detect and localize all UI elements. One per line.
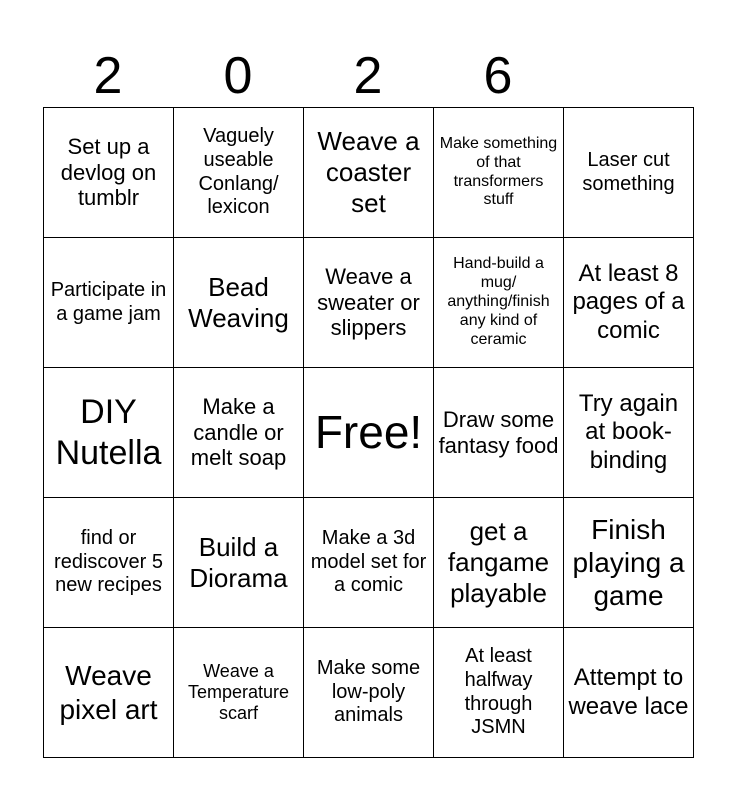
- bingo-cell[interactable]: Finish playing a game: [564, 498, 694, 628]
- bingo-cell[interactable]: Make a 3d model set for a comic: [304, 498, 434, 628]
- bingo-cell[interactable]: Vaguely useable Conlang/ lexicon: [174, 108, 304, 238]
- bingo-cell[interactable]: Make some low-poly animals: [304, 628, 434, 758]
- header-digit: 2: [353, 47, 383, 105]
- bingo-cell[interactable]: Attempt to weave lace: [564, 628, 694, 758]
- bingo-cell[interactable]: At least 8 pages of a comic: [564, 238, 694, 368]
- bingo-cell[interactable]: Make something of that transformers stuff: [434, 108, 564, 238]
- bingo-cell[interactable]: Build a Diorama: [174, 498, 304, 628]
- bingo-cell[interactable]: Bead Weaving: [174, 238, 304, 368]
- bingo-cell[interactable]: At least halfway through JSMN: [434, 628, 564, 758]
- bingo-cell[interactable]: Hand-build a mug/ anything/finish any kind of ceramic: [434, 238, 564, 368]
- bingo-cell[interactable]: Weave a coaster set: [304, 108, 434, 238]
- board-row: [44, 238, 694, 368]
- board-row: [44, 628, 694, 758]
- bingo-cell[interactable]: Try again at book-binding: [564, 368, 694, 498]
- bingo-cell[interactable]: get a fangame playable: [434, 498, 564, 628]
- free-cell[interactable]: Free!: [304, 368, 434, 498]
- bingo-cell[interactable]: Weave pixel art: [44, 628, 174, 758]
- bingo-cell[interactable]: Laser cut something: [564, 108, 694, 238]
- bingo-board: [43, 107, 694, 758]
- bingo-cell[interactable]: Weave a Temperature scarf: [174, 628, 304, 758]
- header-digit: 0: [223, 47, 253, 105]
- bingo-cell[interactable]: Make a candle or melt soap: [174, 368, 304, 498]
- header-digit: 6: [483, 47, 513, 105]
- header-digit: 2: [93, 47, 123, 105]
- bingo-header: [43, 44, 693, 108]
- bingo-cell[interactable]: Set up a devlog on tumblr: [44, 108, 174, 238]
- board-row: [44, 108, 694, 238]
- bingo-cell[interactable]: find or rediscover 5 new recipes: [44, 498, 174, 628]
- bingo-cell[interactable]: Draw some fantasy food: [434, 368, 564, 498]
- bingo-cell[interactable]: Weave a sweater or slippers: [304, 238, 434, 368]
- bingo-cell[interactable]: DIY Nutella: [44, 368, 174, 498]
- board-row: [44, 368, 694, 498]
- bingo-cell[interactable]: Participate in a game jam: [44, 238, 174, 368]
- board-row: [44, 498, 694, 628]
